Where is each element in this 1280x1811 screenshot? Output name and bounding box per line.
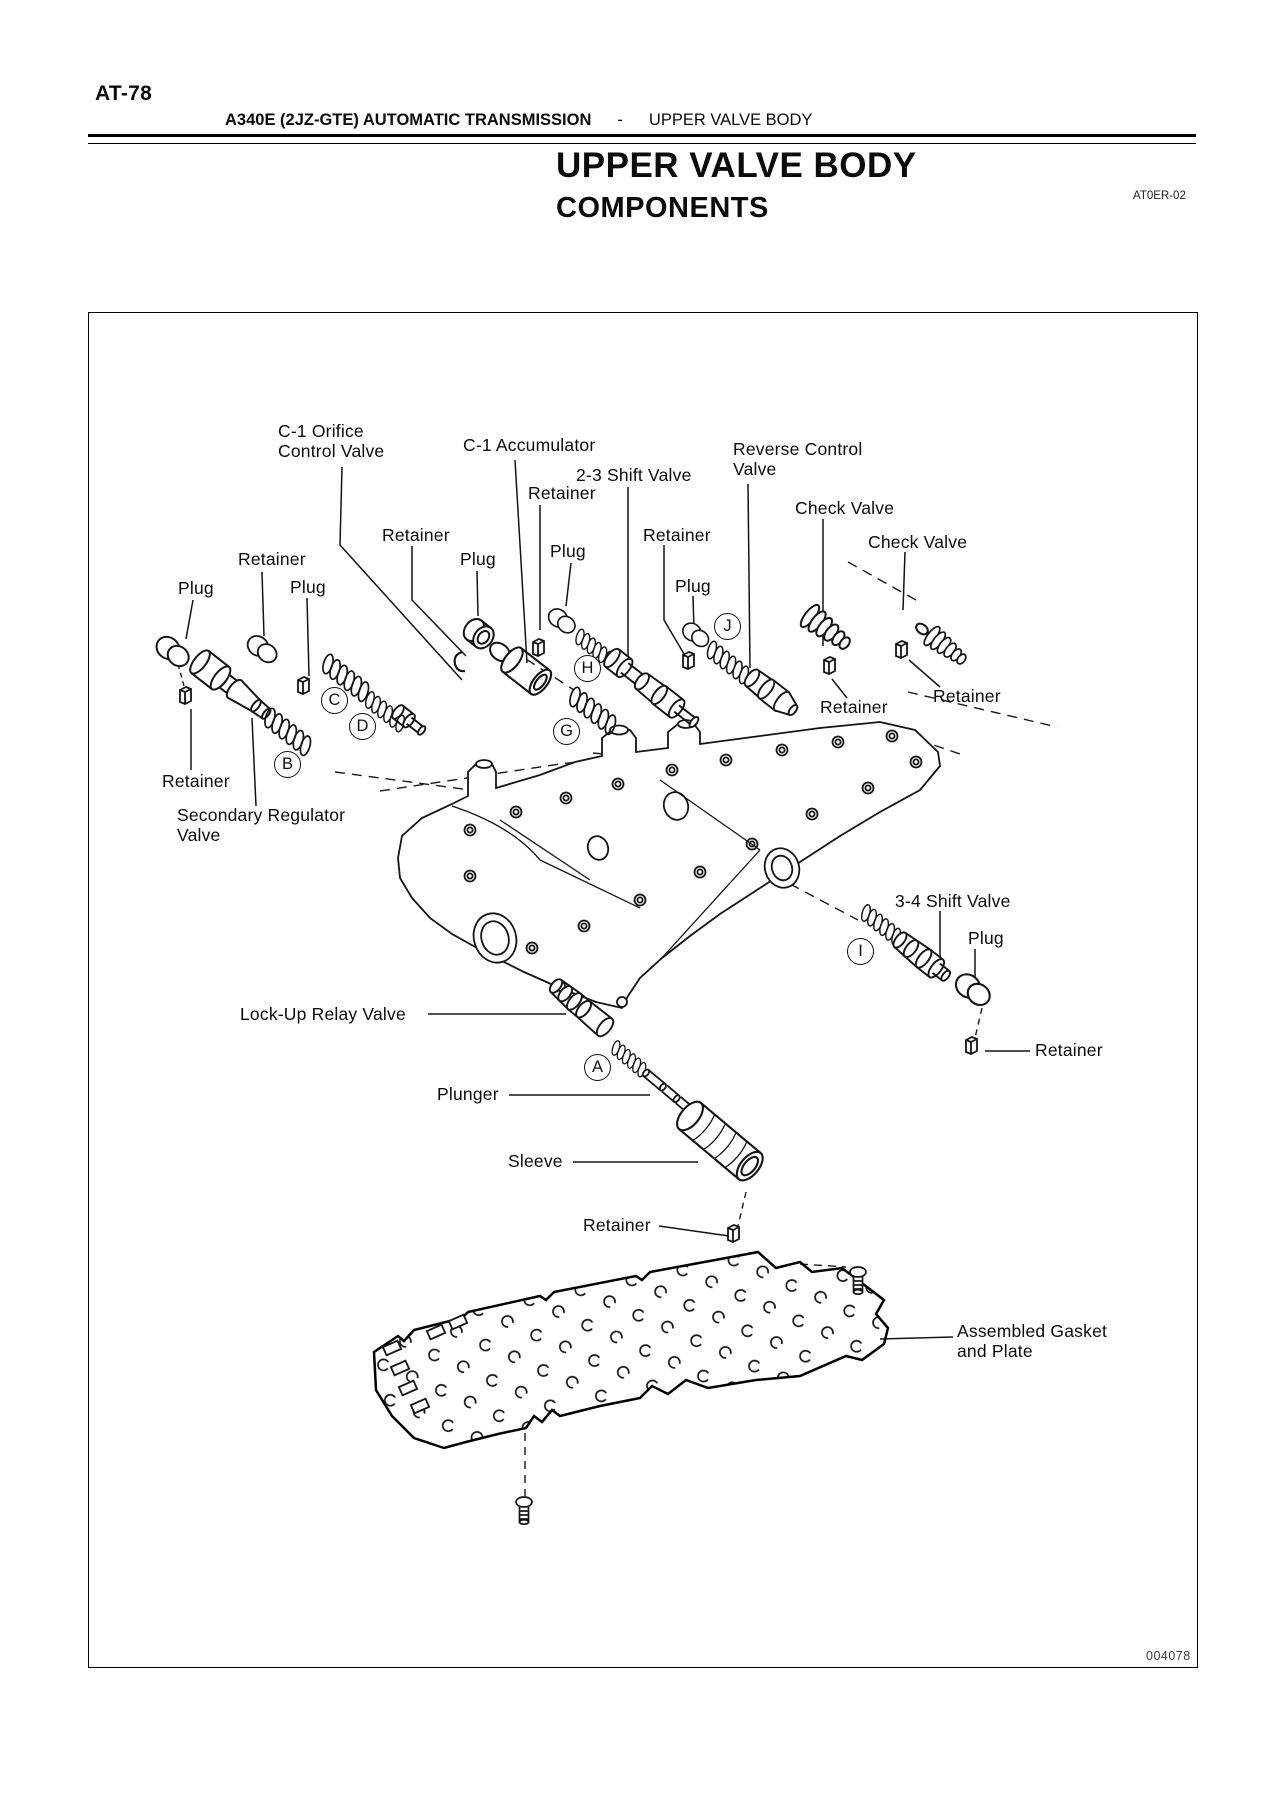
label-c1-accumulator: C-1 Accumulator xyxy=(463,435,596,455)
label-retainer-34: Retainer xyxy=(1035,1040,1103,1060)
callout-h: H xyxy=(574,655,601,682)
callout-d: D xyxy=(349,713,376,740)
gasket-screw-bottom xyxy=(516,1497,532,1524)
label-sleeve: Sleeve xyxy=(508,1151,563,1171)
page-subtitle: COMPONENTS xyxy=(556,192,769,224)
label-plunger: Plunger xyxy=(437,1084,499,1104)
label-retainer-c1acc: Retainer xyxy=(528,483,596,503)
label-c1-orifice-control-valve: C-1 Orifice Control Valve xyxy=(278,421,385,461)
plug-part-34 xyxy=(951,970,994,1011)
check-valve-2-part xyxy=(922,624,972,670)
label-retainer-reverse: Retainer xyxy=(820,697,888,717)
retainer-clip-c1acc xyxy=(533,639,544,656)
label-plug-mid-1: Plug xyxy=(460,549,496,569)
label-retainer-mid-right: Retainer xyxy=(643,525,711,545)
label-check-valve-1: Check Valve xyxy=(795,498,895,518)
doc-code: AT0ER-02 xyxy=(1133,190,1186,202)
label-plug-mid-2: Plug xyxy=(550,541,586,561)
callout-i: I xyxy=(847,938,874,965)
retainer-clip-reverse-l xyxy=(683,652,694,669)
retainer-clip-check xyxy=(896,641,907,658)
hook-retainer-part xyxy=(455,652,465,671)
label-lockup-relay-valve: Lock-Up Relay Valve xyxy=(240,1004,406,1024)
label-plug-mid-3: Plug xyxy=(675,576,711,596)
label-retainer-bottom-left: Retainer xyxy=(162,771,230,791)
plug-part-left-2 xyxy=(244,632,281,667)
retainer-clip-left-2 xyxy=(298,677,309,694)
label-plug-34: Plug xyxy=(968,928,1004,948)
label-2-3-shift-valve: 2-3 Shift Valve xyxy=(576,465,692,485)
callout-j: J xyxy=(714,613,741,640)
c1-accumulator-piston xyxy=(497,644,555,698)
sleeve-part xyxy=(672,1097,767,1185)
label-plug-far-left: Plug xyxy=(178,578,214,598)
check-valve-1-part xyxy=(798,602,857,656)
label-retainer-mid-left: Retainer xyxy=(382,525,450,545)
header-section: UPPER VALVE BODY xyxy=(648,111,813,129)
shift-valve-34-part xyxy=(890,929,955,987)
plug-part-mid-3 xyxy=(679,619,712,650)
callout-b: B xyxy=(274,751,301,778)
header-separator: - xyxy=(617,111,623,129)
label-retainer-top-left: Retainer xyxy=(238,549,306,569)
label-plug-left-2: Plug xyxy=(290,577,326,597)
page-title: UPPER VALVE BODY xyxy=(556,146,917,185)
callout-a: A xyxy=(584,1054,611,1081)
label-secondary-regulator-valve: Secondary Regulator Valve xyxy=(177,805,346,845)
callout-c: C xyxy=(321,687,348,714)
retainer-clip-left xyxy=(180,687,191,704)
retainer-clip-reverse xyxy=(824,657,835,674)
label-3-4-shift-valve: 3-4 Shift Valve xyxy=(895,891,1011,911)
gasket-outline xyxy=(374,1252,888,1448)
callout-g: G xyxy=(553,718,580,745)
label-check-valve-2: Check Valve xyxy=(868,532,968,552)
bushing-part xyxy=(460,615,498,652)
retainer-clip-34 xyxy=(966,1037,977,1054)
retainer-clip-sleeve xyxy=(728,1225,739,1242)
gasket-plate-drawing xyxy=(374,1252,888,1448)
reverse-control-valve-part xyxy=(741,666,802,721)
plug-part-far-left xyxy=(152,632,193,671)
plug-part-mid-2 xyxy=(545,605,579,637)
c1-orifice-valve-part xyxy=(390,703,429,738)
figure-number: 004078 xyxy=(1146,1649,1191,1663)
page-code: AT-78 xyxy=(95,82,153,105)
header-model: A340E (2JZ-GTE) AUTOMATIC TRANSMISSION xyxy=(225,111,592,129)
label-retainer-sleeve: Retainer xyxy=(583,1215,651,1235)
label-retainer-check: Retainer xyxy=(933,686,1001,706)
label-reverse-control-valve: Reverse Control Valve xyxy=(733,439,863,479)
label-assembled-gasket-and-plate: Assembled Gasket and Plate xyxy=(957,1321,1108,1361)
